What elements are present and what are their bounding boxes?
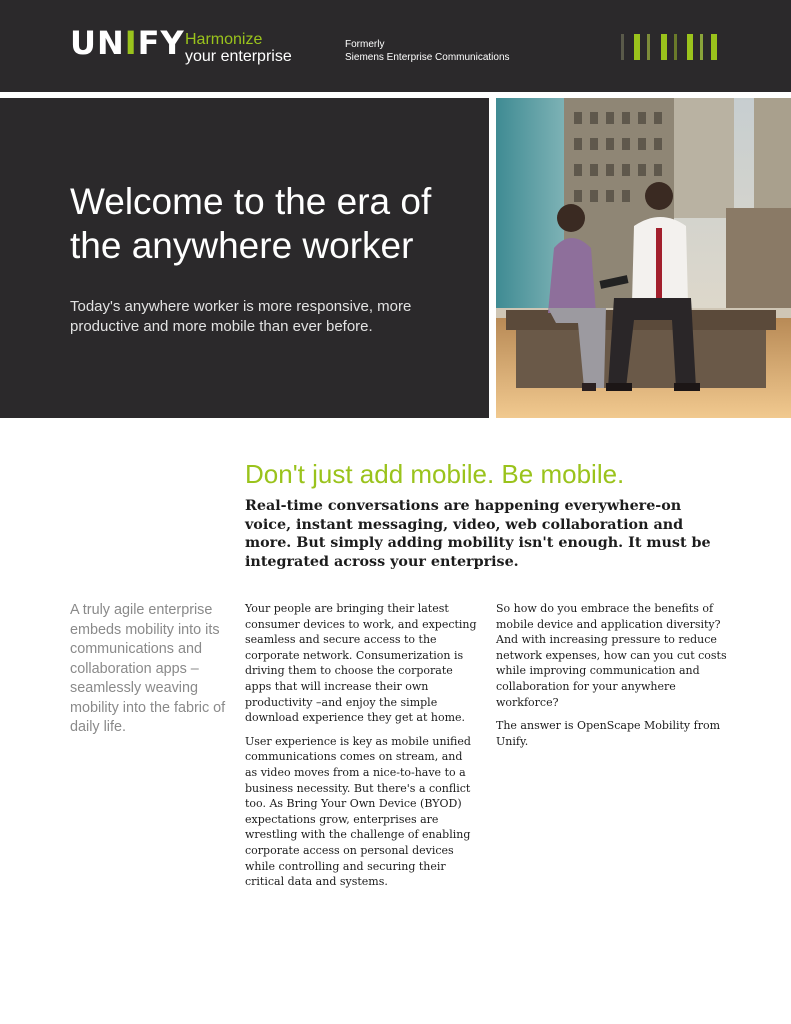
logo-text: UNIFY [70,24,185,62]
paragraph: The answer is OpenScape Mobility from Unify. [496,719,721,748]
section-intro: Real-time conversations are happening everywhere-on voice, instant messaging, video, web collaboration and more. But simply adding mobility isn't enough. It must be integrated across your enterprise. [245,498,711,570]
body-column-1 [245,601,477,898]
unify-logo [70,24,185,62]
brand-bars-icon [621,34,721,60]
section-heading: Don't just add mobile. Be mobile. [245,459,625,489]
paragraph: Your people are bringing their latest consumer devices to work, and expecting seamless and secure access to the corporate network. Consumerization is driving them to choose the corporate apps that will increase their own productivity –and enjoy the simple download experience they get at home. [245,602,477,725]
body-column-2 [496,601,728,757]
formerly-line2: Siemens Enterprise Communications [345,52,510,63]
tagline-line2: your enterprise [185,48,292,65]
hero-subtitle: Today's anywhere worker is more responsive, more productive and more mobile than ever before. [70,298,412,335]
tagline [185,31,292,65]
pull-quote: A truly agile enterprise embeds mobility into its communications and collaboration apps –seamlessly weaving mobility into the fabric of daily life. [70,602,226,735]
tagline-line1: Harmonize [185,31,263,48]
office-photo [496,98,791,418]
paragraph: So how do you embrace the benefits of mobile device and application diversity? And with increasing pressure to reduce network expenses, how can you cut costs while improving communication and collaboration for your anywhere workforce? [496,602,727,709]
paragraph: User experience is key as mobile unified communications comes on stream, and as video moves from a nice-to-have to a business necessity. But there's a conflict too. As Bring Your Own Device (BYOD) expectations grow, enterprises are wrestling with the challenge of enabling corporate access on personal devices while controlling and securing their critical data and systems. [245,734,471,889]
formerly-note [345,38,510,64]
formerly-line1: Formerly [345,39,385,50]
office-photo-illustration [496,98,791,418]
hero-title: Welcome to the era of the anywhere worker [70,181,432,266]
